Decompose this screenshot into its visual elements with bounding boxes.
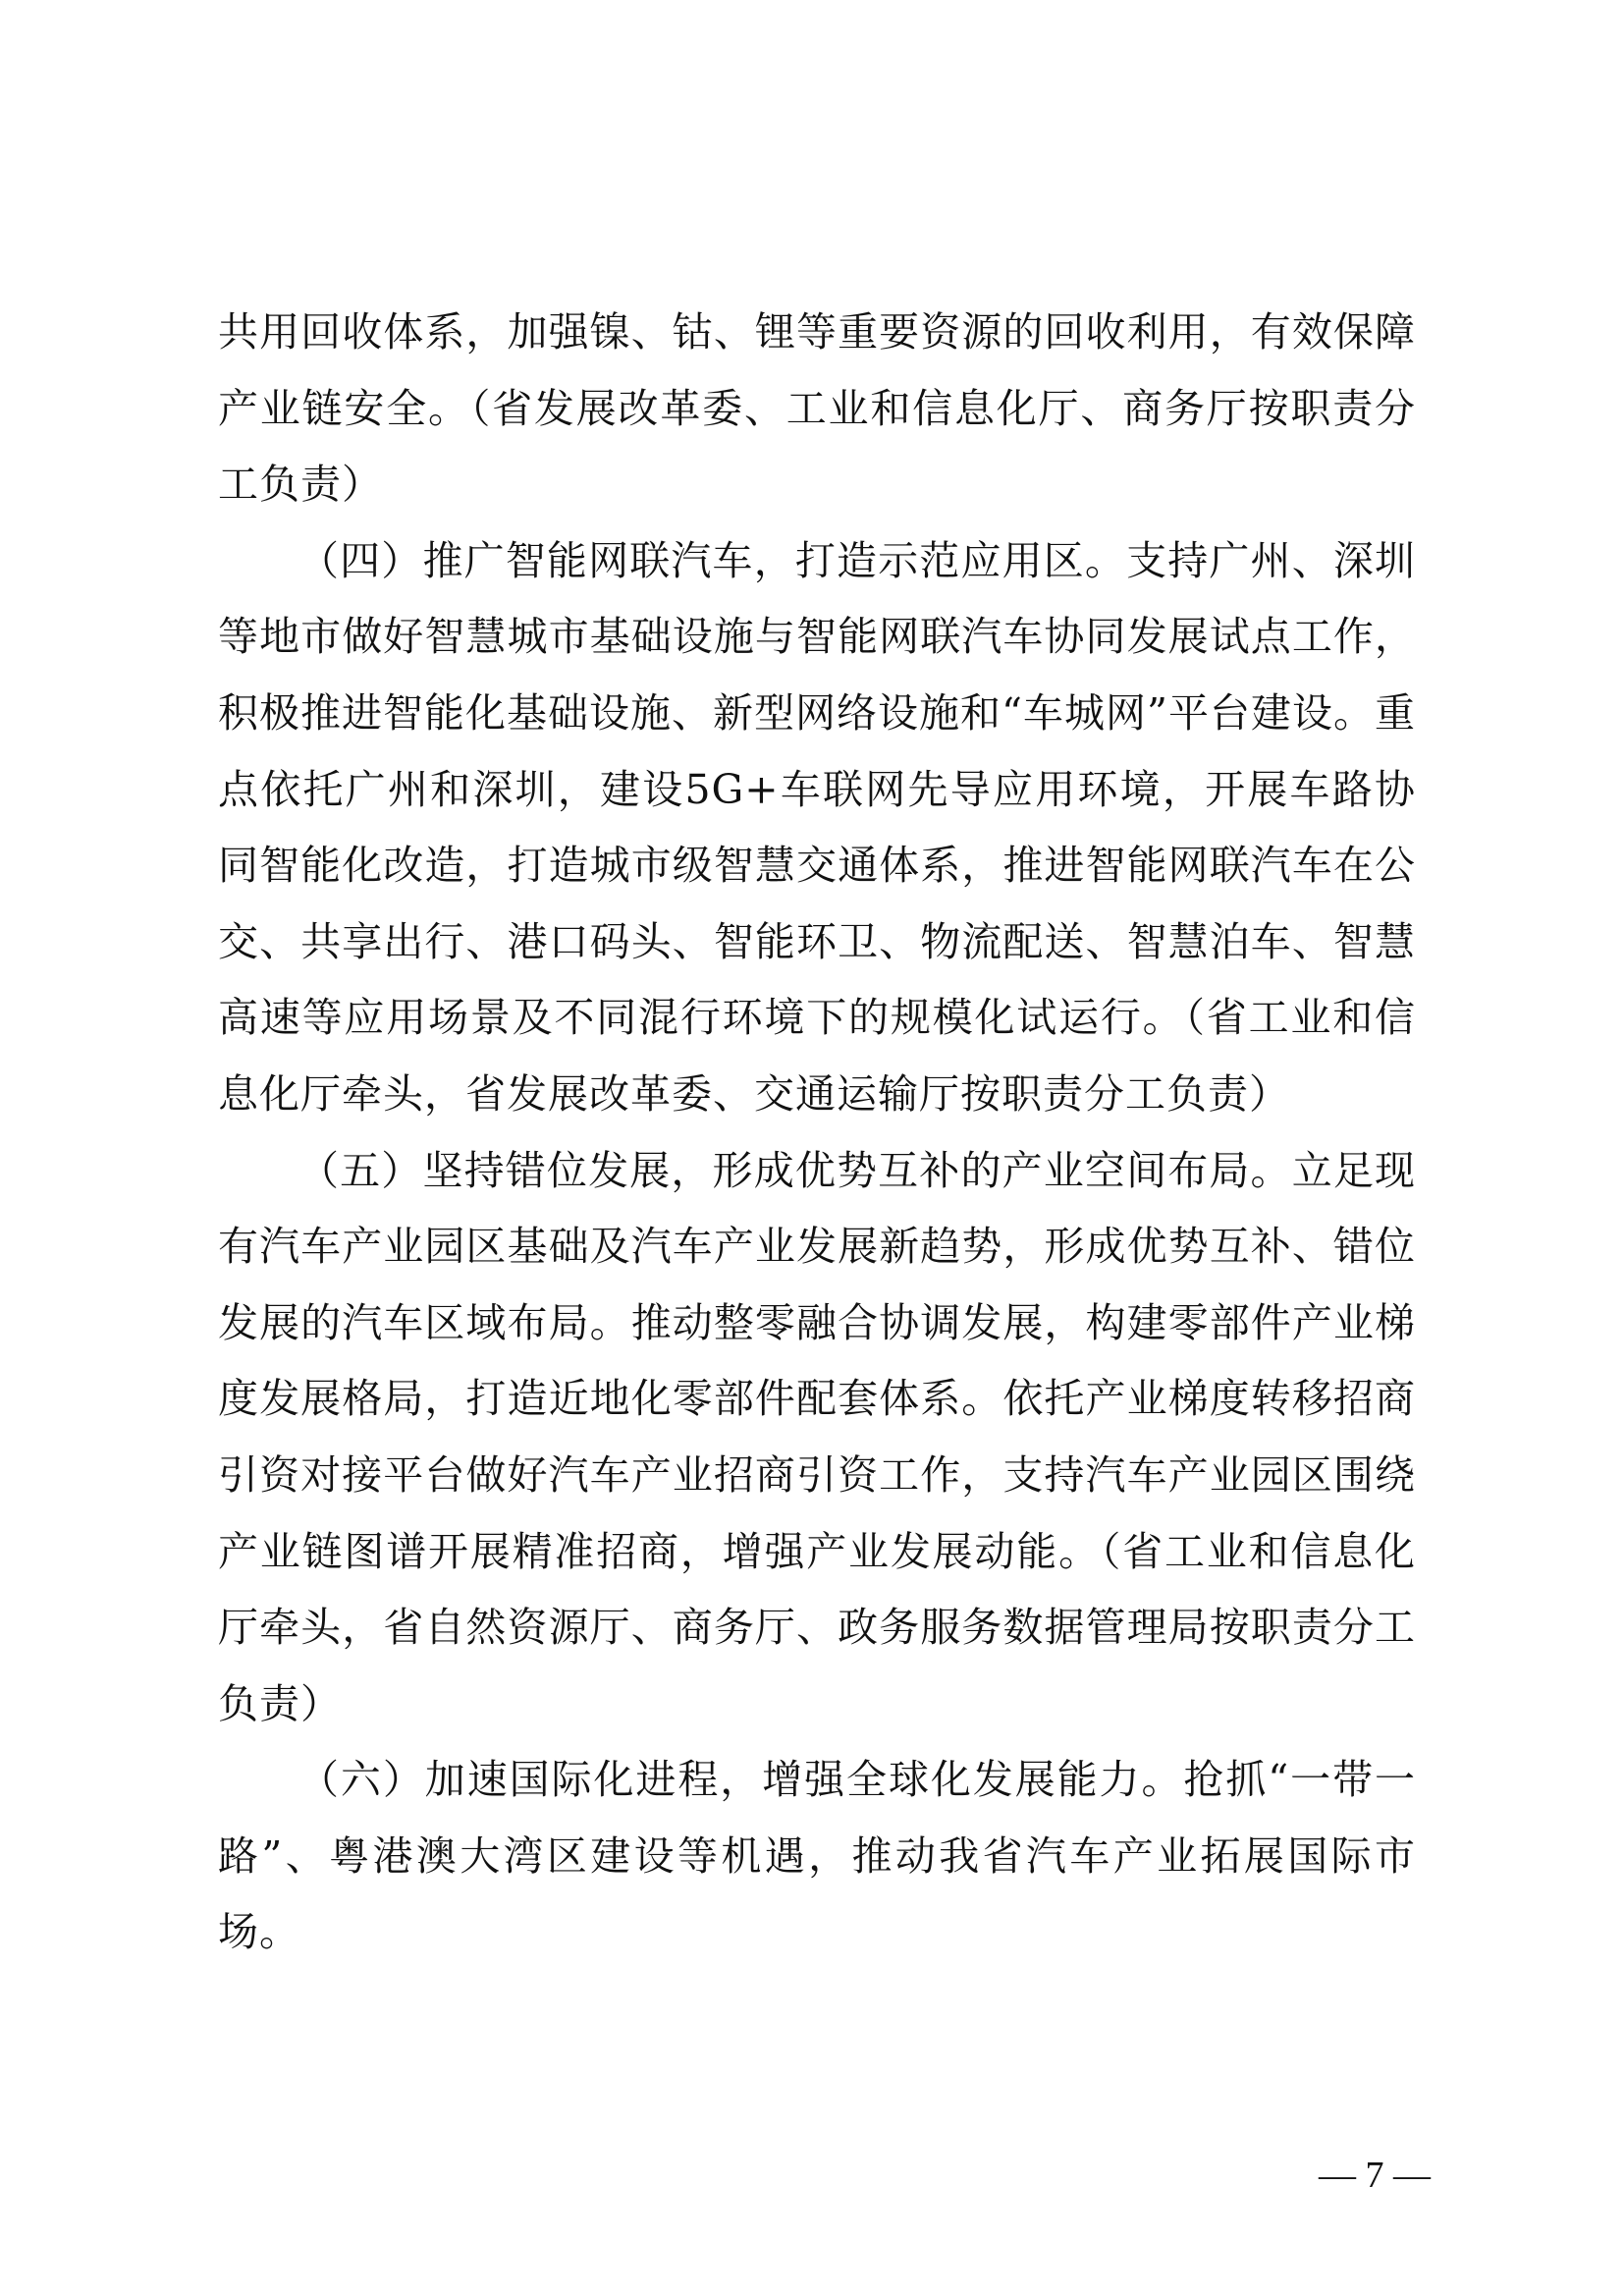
body-text xyxy=(218,295,1416,1971)
page-number: — 7 — xyxy=(1319,2155,1431,2196)
paragraph-section-4: （四）推广智能网联汽车，打造示范应用区。支持广州、深圳等地市做好智慧城市基础设施与智能网联汽车协同发展试点工作，积极推进智能化基础设施、新型网络设施和“车城网”平台建设。重点依托广州和深圳，建设5G+车联网先导应用环境，开展车路协同智能化改造，打造城市级智慧交通体系，推进智能网联汽车在公交、共享出行、港口码头、智能环卫、物流配送、智慧泊车、智慧高速等应用场景及不同混行环境下的规模化试运行。（省工业和信息化厅牵头，省发展改革委、交通运输厅按职责分工负责） xyxy=(218,536,1416,1118)
paragraph-section-5: （五）坚持错位发展，形成优势互补的产业空间布局。立足现有汽车产业园区基础及汽车产业发展新趋势，形成优势互补、错位发展的汽车区域布局。推动整零融合协调发展，构建零部件产业梯度发展格局，打造近地化零部件配套体系。依托产业梯度转移招商引资对接平台做好汽车产业招商引资工作，支持汽车产业园区围绕产业链图谱开展精准招商，增强产业发展动能。（省工业和信息化厅牵头，省自然资源厅、商务厅、政务服务数据管理局按职责分工负责） xyxy=(218,1146,1416,1727)
paragraph-continued: 共用回收体系，加强镍、钴、锂等重要资源的回收利用，有效保障产业链安全。（省发展改革委、工业和信息化厅、商务厅按职责分工负责） xyxy=(218,308,1416,509)
paragraph-section-6: （六）加速国际化进程，增强全球化发展能力。抢抓“一带一路”、粤港澳大湾区建设等机遇，推动我省汽车产业拓展国际市场。 xyxy=(218,1756,1416,1956)
